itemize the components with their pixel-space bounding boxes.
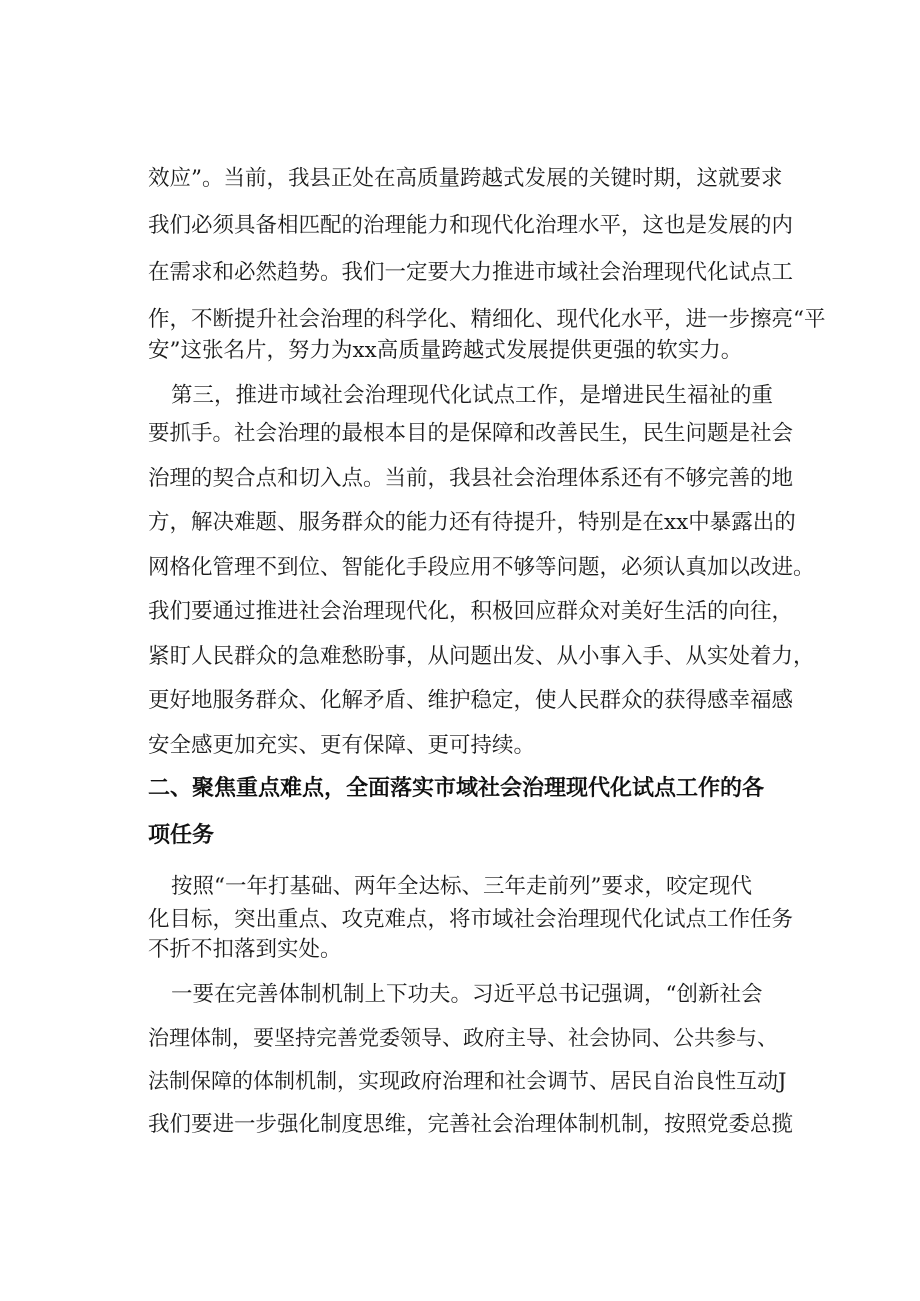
paragraph-2-line-2: 要抓手。社会治理的最根本目的是保障和改善民生，民生问题是社会 xyxy=(148,421,794,446)
paragraph-1-line-4: 作，不断提升社会治理的科学化、精细化、现代化水平，进一步擦亮“平 xyxy=(148,307,826,332)
paragraph-3-line-3: 不折不扣落到实处。 xyxy=(148,937,342,962)
paragraph-3-line-1: 按照“一年打基础、两年全达标、三年走前列”要求，咬定现代 xyxy=(171,874,752,899)
paragraph-2-line-9: 安全感更加充实、更有保障、更可持续。 xyxy=(148,733,536,758)
paragraph-4-line-1: 一要在完善体制机制上下功夫。习近平总书记强调，“创新社会 xyxy=(171,982,763,1007)
paragraph-2-line-5: 网格化管理不到位、智能化手段应用不够等问题，必须认真加以改进。 xyxy=(148,555,815,580)
paragraph-1-line-1: 效应”。当前，我县正处在高质量跨越式发展的关键时期，这就要求 xyxy=(148,166,783,191)
section-heading-line-2: 项任务 xyxy=(148,823,215,848)
paragraph-4-line-3: 法制保障的体制机制，实现政府治理和社会调节、居民自治良性互动J xyxy=(148,1069,787,1093)
paragraph-1-line-5: 安”这张名片，努力为xx高质量跨越式发展提供更强的软实力。 xyxy=(148,338,743,363)
paragraph-2-line-1: 第三，推进市域社会治理现代化试点工作，是增进民生福祉的重 xyxy=(171,383,774,408)
paragraph-1-line-2: 我们必须具备相匹配的治理能力和现代化治理水平，这也是发展的内 xyxy=(148,213,794,238)
paragraph-1-line-3: 在需求和必然趋势。我们一定要大力推进市域社会治理现代化试点工 xyxy=(148,260,794,285)
section-heading-line-1: 二、聚焦重点难点，全面落实市域社会治理现代化试点工作的各 xyxy=(148,776,765,801)
paragraph-2-line-7: 紧盯人民群众的急难愁盼事，从问题出发、从小事入手、从实处着力， xyxy=(148,644,815,669)
paragraph-2-line-8: 更好地服务群众、化解矛盾、维护稳定，使人民群众的获得感幸福感 xyxy=(148,688,794,713)
paragraph-2-line-4: 方，解决难题、服务群众的能力还有待提升，特别是在xx中暴露出的 xyxy=(148,510,796,535)
paragraph-4-line-2: 治理体制，要坚持完善党委领导、政府主导、社会协同、公共参与、 xyxy=(148,1026,778,1050)
paragraph-3-line-2: 化目标，突出重点、攻克难点，将市域社会治理现代化试点工作任务 xyxy=(148,907,794,932)
paragraph-2-line-3: 治理的契合点和切入点。当前，我县社会治理体系还有不够完善的地 xyxy=(148,466,794,491)
paragraph-2-line-6: 我们要通过推进社会治理现代化，积极回应群众对美好生活的向往， xyxy=(148,599,794,624)
paragraph-4-line-4: 我们要进一步强化制度思维，完善社会治理体制机制，按照党委总揽 xyxy=(148,1112,794,1137)
